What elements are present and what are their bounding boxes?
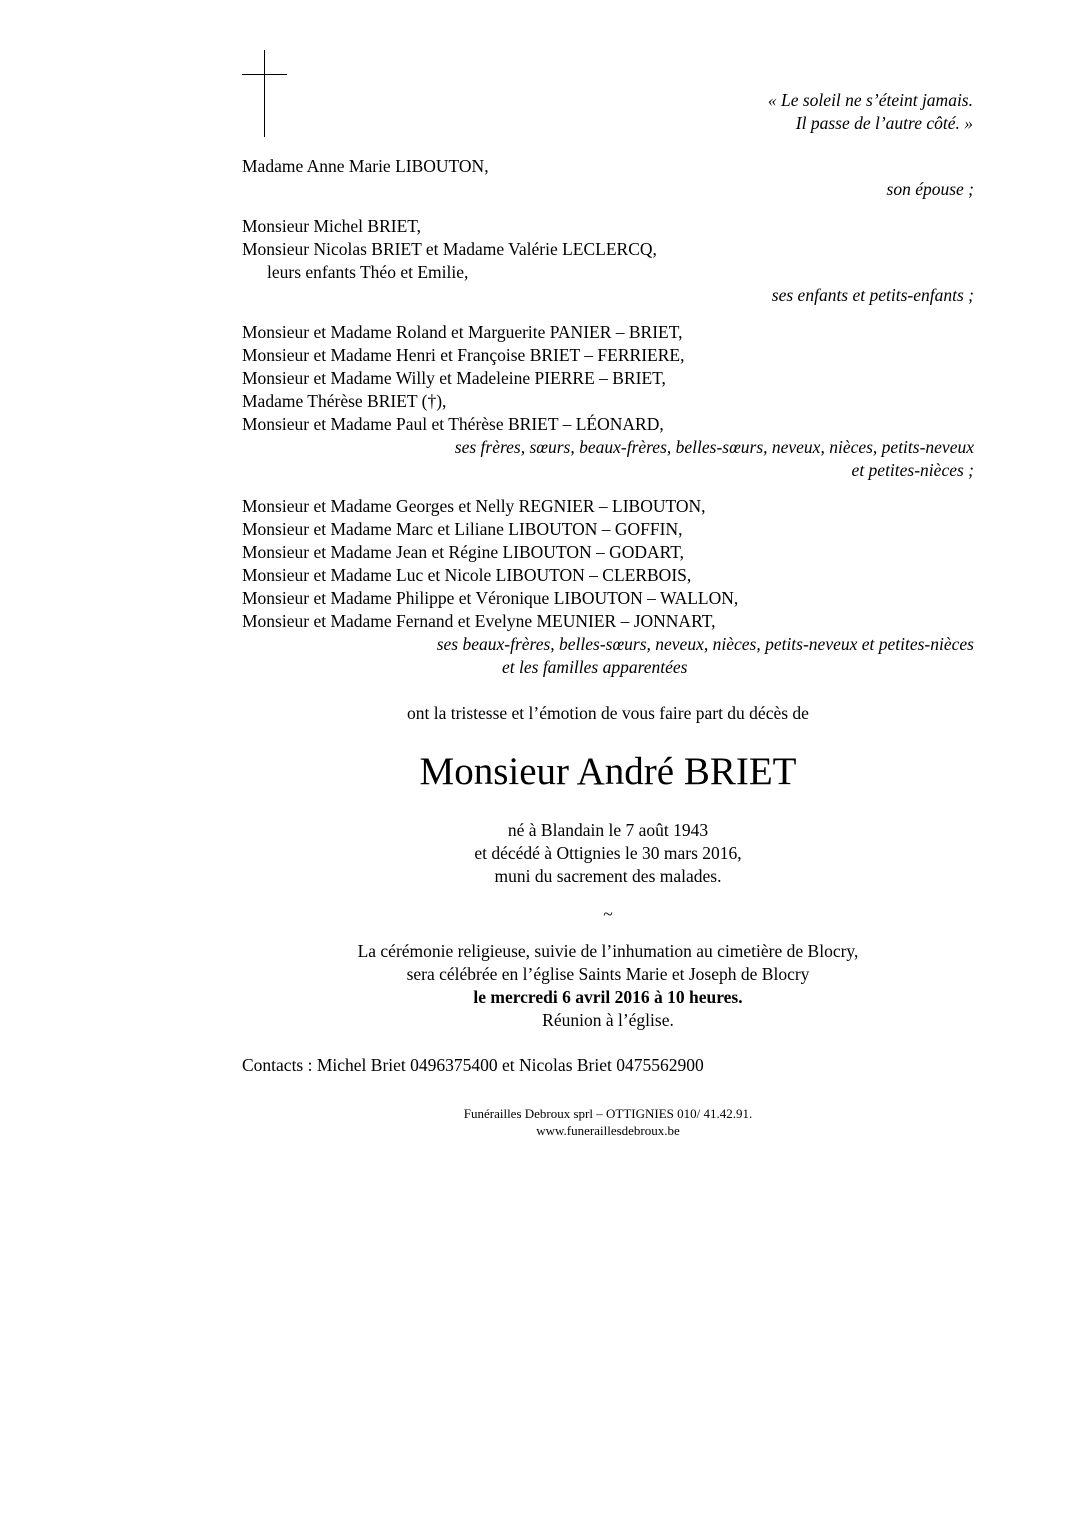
quote-line: Il passe de l’autre côté. » <box>795 113 973 133</box>
in-law-line: Monsieur et Madame Luc et Nicole LIBOUTON – CLERBOIS, <box>242 565 692 585</box>
spouse-relation: son épouse ; <box>886 179 974 199</box>
in-law-line: Monsieur et Madame Jean et Régine LIBOUTON – GODART, <box>242 542 685 562</box>
birth-death-details <box>242 819 974 888</box>
ceremony-date: le mercredi 6 avril 2016 à 10 heures. <box>473 987 743 1007</box>
epigraph-quote <box>768 89 973 135</box>
detail-line: muni du sacrement des malades. <box>494 866 722 886</box>
children-relation: ses enfants et petits-enfants ; <box>771 285 974 305</box>
sibling-line: Madame Thérèse BRIET (†), <box>242 391 447 411</box>
sibling-line: Monsieur et Madame Willy et Madeleine PIERRE – BRIET, <box>242 368 666 388</box>
spouse-section <box>242 155 974 201</box>
in-laws-relation: et les familles apparentées <box>502 657 688 677</box>
siblings-relation: ses frères, sœurs, beaux-frères, belles-sœurs, neveux, nièces, petits-neveux <box>454 437 974 457</box>
funeral-home-name: Funérailles Debroux sprl – OTTIGNIES 010/ 41.42.91. <box>463 1106 753 1121</box>
contacts: Contacts : Michel Briet 0496375400 et Nicolas Briet 0475562900 <box>242 1055 704 1075</box>
detail-line: né à Blandain le 7 août 1943 <box>507 820 709 840</box>
in-laws-section <box>242 495 974 679</box>
grandchildren-line: leurs enfants Théo et Emilie, <box>267 262 469 282</box>
ceremony-meeting: Réunion à l’église. <box>542 1010 674 1030</box>
sibling-line: Monsieur et Madame Paul et Thérèse BRIET – LÉONARD, <box>242 414 664 434</box>
ceremony-line: La cérémonie religieuse, suivie de l’inhumation au cimetière de Blocry, <box>357 941 859 961</box>
deceased-name: Monsieur André BRIET <box>419 750 797 793</box>
detail-line: et décédé à Ottignies le 30 mars 2016, <box>474 843 742 863</box>
siblings-section <box>242 321 974 482</box>
children-section <box>242 215 974 307</box>
quote-line: « Le soleil ne s’éteint jamais. <box>767 90 973 110</box>
separator-tilde: ~ <box>603 904 613 924</box>
child-line: Monsieur Michel BRIET, <box>242 216 422 236</box>
announcement: ont la tristesse et l’émotion de vous faire part du décès de <box>407 703 809 723</box>
funeral-home-footer <box>242 1105 974 1139</box>
in-law-line: Monsieur et Madame Fernand et Evelyne MEUNIER – JONNART, <box>242 611 716 631</box>
in-laws-relation: ses beaux-frères, belles-sœurs, neveux, nièces, petits-neveux et petites-nièces <box>436 634 974 654</box>
spouse-name: Madame Anne Marie LIBOUTON, <box>242 156 489 176</box>
funeral-home-website: www.funeraillesdebroux.be <box>536 1123 680 1138</box>
in-law-line: Monsieur et Madame Marc et Liliane LIBOUTON – GOFFIN, <box>242 519 683 539</box>
ceremony-line: sera célébrée en l’église Saints Marie et Joseph de Blocry <box>406 964 810 984</box>
in-law-line: Monsieur et Madame Philippe et Véronique LIBOUTON – WALLON, <box>242 588 739 608</box>
ceremony-section <box>242 940 974 1032</box>
siblings-relation: et petites-nièces ; <box>851 460 974 480</box>
in-law-line: Monsieur et Madame Georges et Nelly REGNIER – LIBOUTON, <box>242 496 706 516</box>
child-line: Monsieur Nicolas BRIET et Madame Valérie LECLERCQ, <box>242 239 657 259</box>
sibling-line: Monsieur et Madame Henri et Françoise BRIET – FERRIERE, <box>242 345 685 365</box>
sibling-line: Monsieur et Madame Roland et Marguerite PANIER – BRIET, <box>242 322 683 342</box>
